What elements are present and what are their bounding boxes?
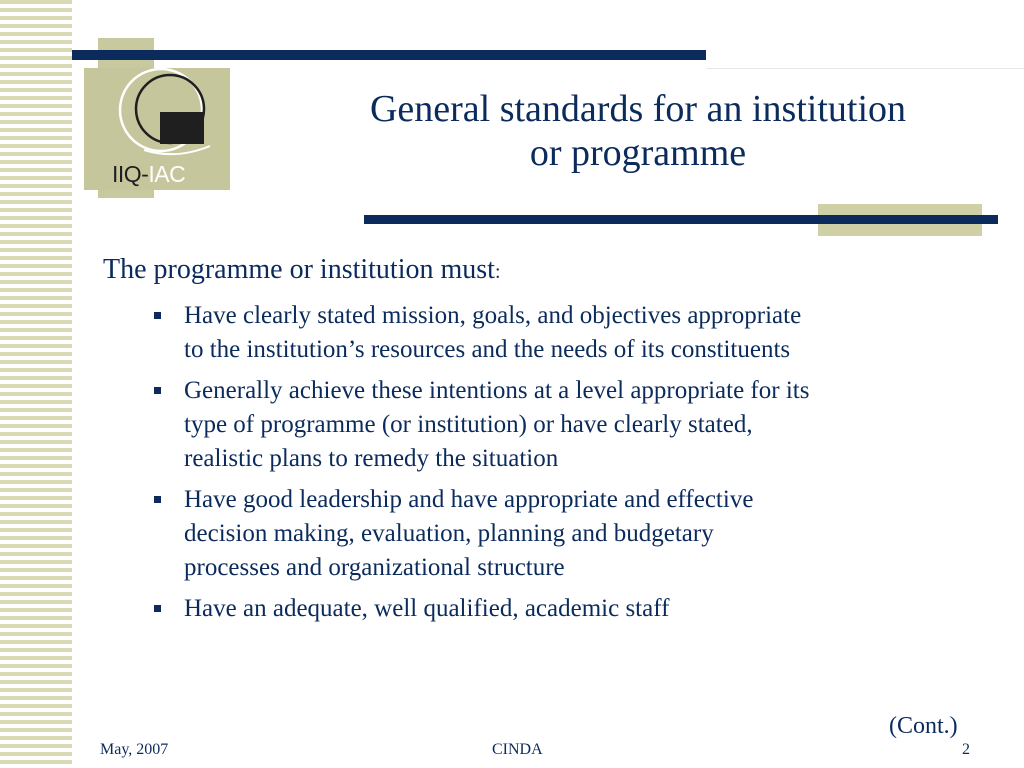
- bullet-line: Have an adequate, well qualified, academic staff: [184, 595, 670, 622]
- logo-text: [112, 161, 185, 188]
- bullet-item: [152, 483, 982, 585]
- footer-date: May, 2007: [100, 741, 169, 758]
- bullet-item: [152, 374, 982, 476]
- iiq-iac-logo: [84, 68, 230, 190]
- square-bullet-icon: [154, 605, 161, 612]
- slide-number: 2: [962, 741, 970, 758]
- title-line-1: General standards for an institution: [369, 88, 907, 130]
- bullet-line: Have clearly stated mission, goals, and objectives appropriate: [184, 302, 802, 329]
- bullet-item: [152, 299, 982, 367]
- slide-title: [300, 87, 976, 175]
- bullet-line: Generally achieve these intentions at a level appropriate for its: [184, 377, 810, 404]
- requirements-list: [152, 299, 982, 633]
- square-bullet-icon: [154, 312, 161, 319]
- square-bullet-icon: [154, 387, 161, 394]
- logo-text-light: IAC: [148, 161, 186, 187]
- title-line-2: or programme: [529, 132, 747, 174]
- footer-organization: CINDA: [492, 741, 543, 758]
- bullet-line: Have good leadership and have appropriate and effective: [184, 486, 754, 513]
- bullet-line: realistic plans to remedy the situation: [184, 445, 559, 472]
- square-bullet-icon: [154, 496, 161, 503]
- logo-text-dark: IIQ-: [112, 161, 149, 187]
- thin-rule: [706, 68, 1024, 69]
- bullet-line: to the institution’s resources and the needs of its constituents: [184, 336, 791, 363]
- title-underline-rule: [364, 215, 998, 224]
- bullet-line: decision making, evaluation, planning and budgetary: [184, 520, 714, 547]
- intro-colon: :: [494, 261, 501, 283]
- continuation-note: (Cont.): [889, 713, 958, 739]
- top-rule: [72, 50, 706, 60]
- bullet-item: [152, 592, 982, 626]
- decorative-stripes: [0, 0, 72, 768]
- intro-text: [103, 254, 501, 286]
- bullet-line: type of programme (or institution) or have clearly stated,: [184, 411, 753, 438]
- bullet-line: processes and organizational structure: [184, 554, 565, 581]
- intro-label: The programme or institution must: [103, 254, 495, 285]
